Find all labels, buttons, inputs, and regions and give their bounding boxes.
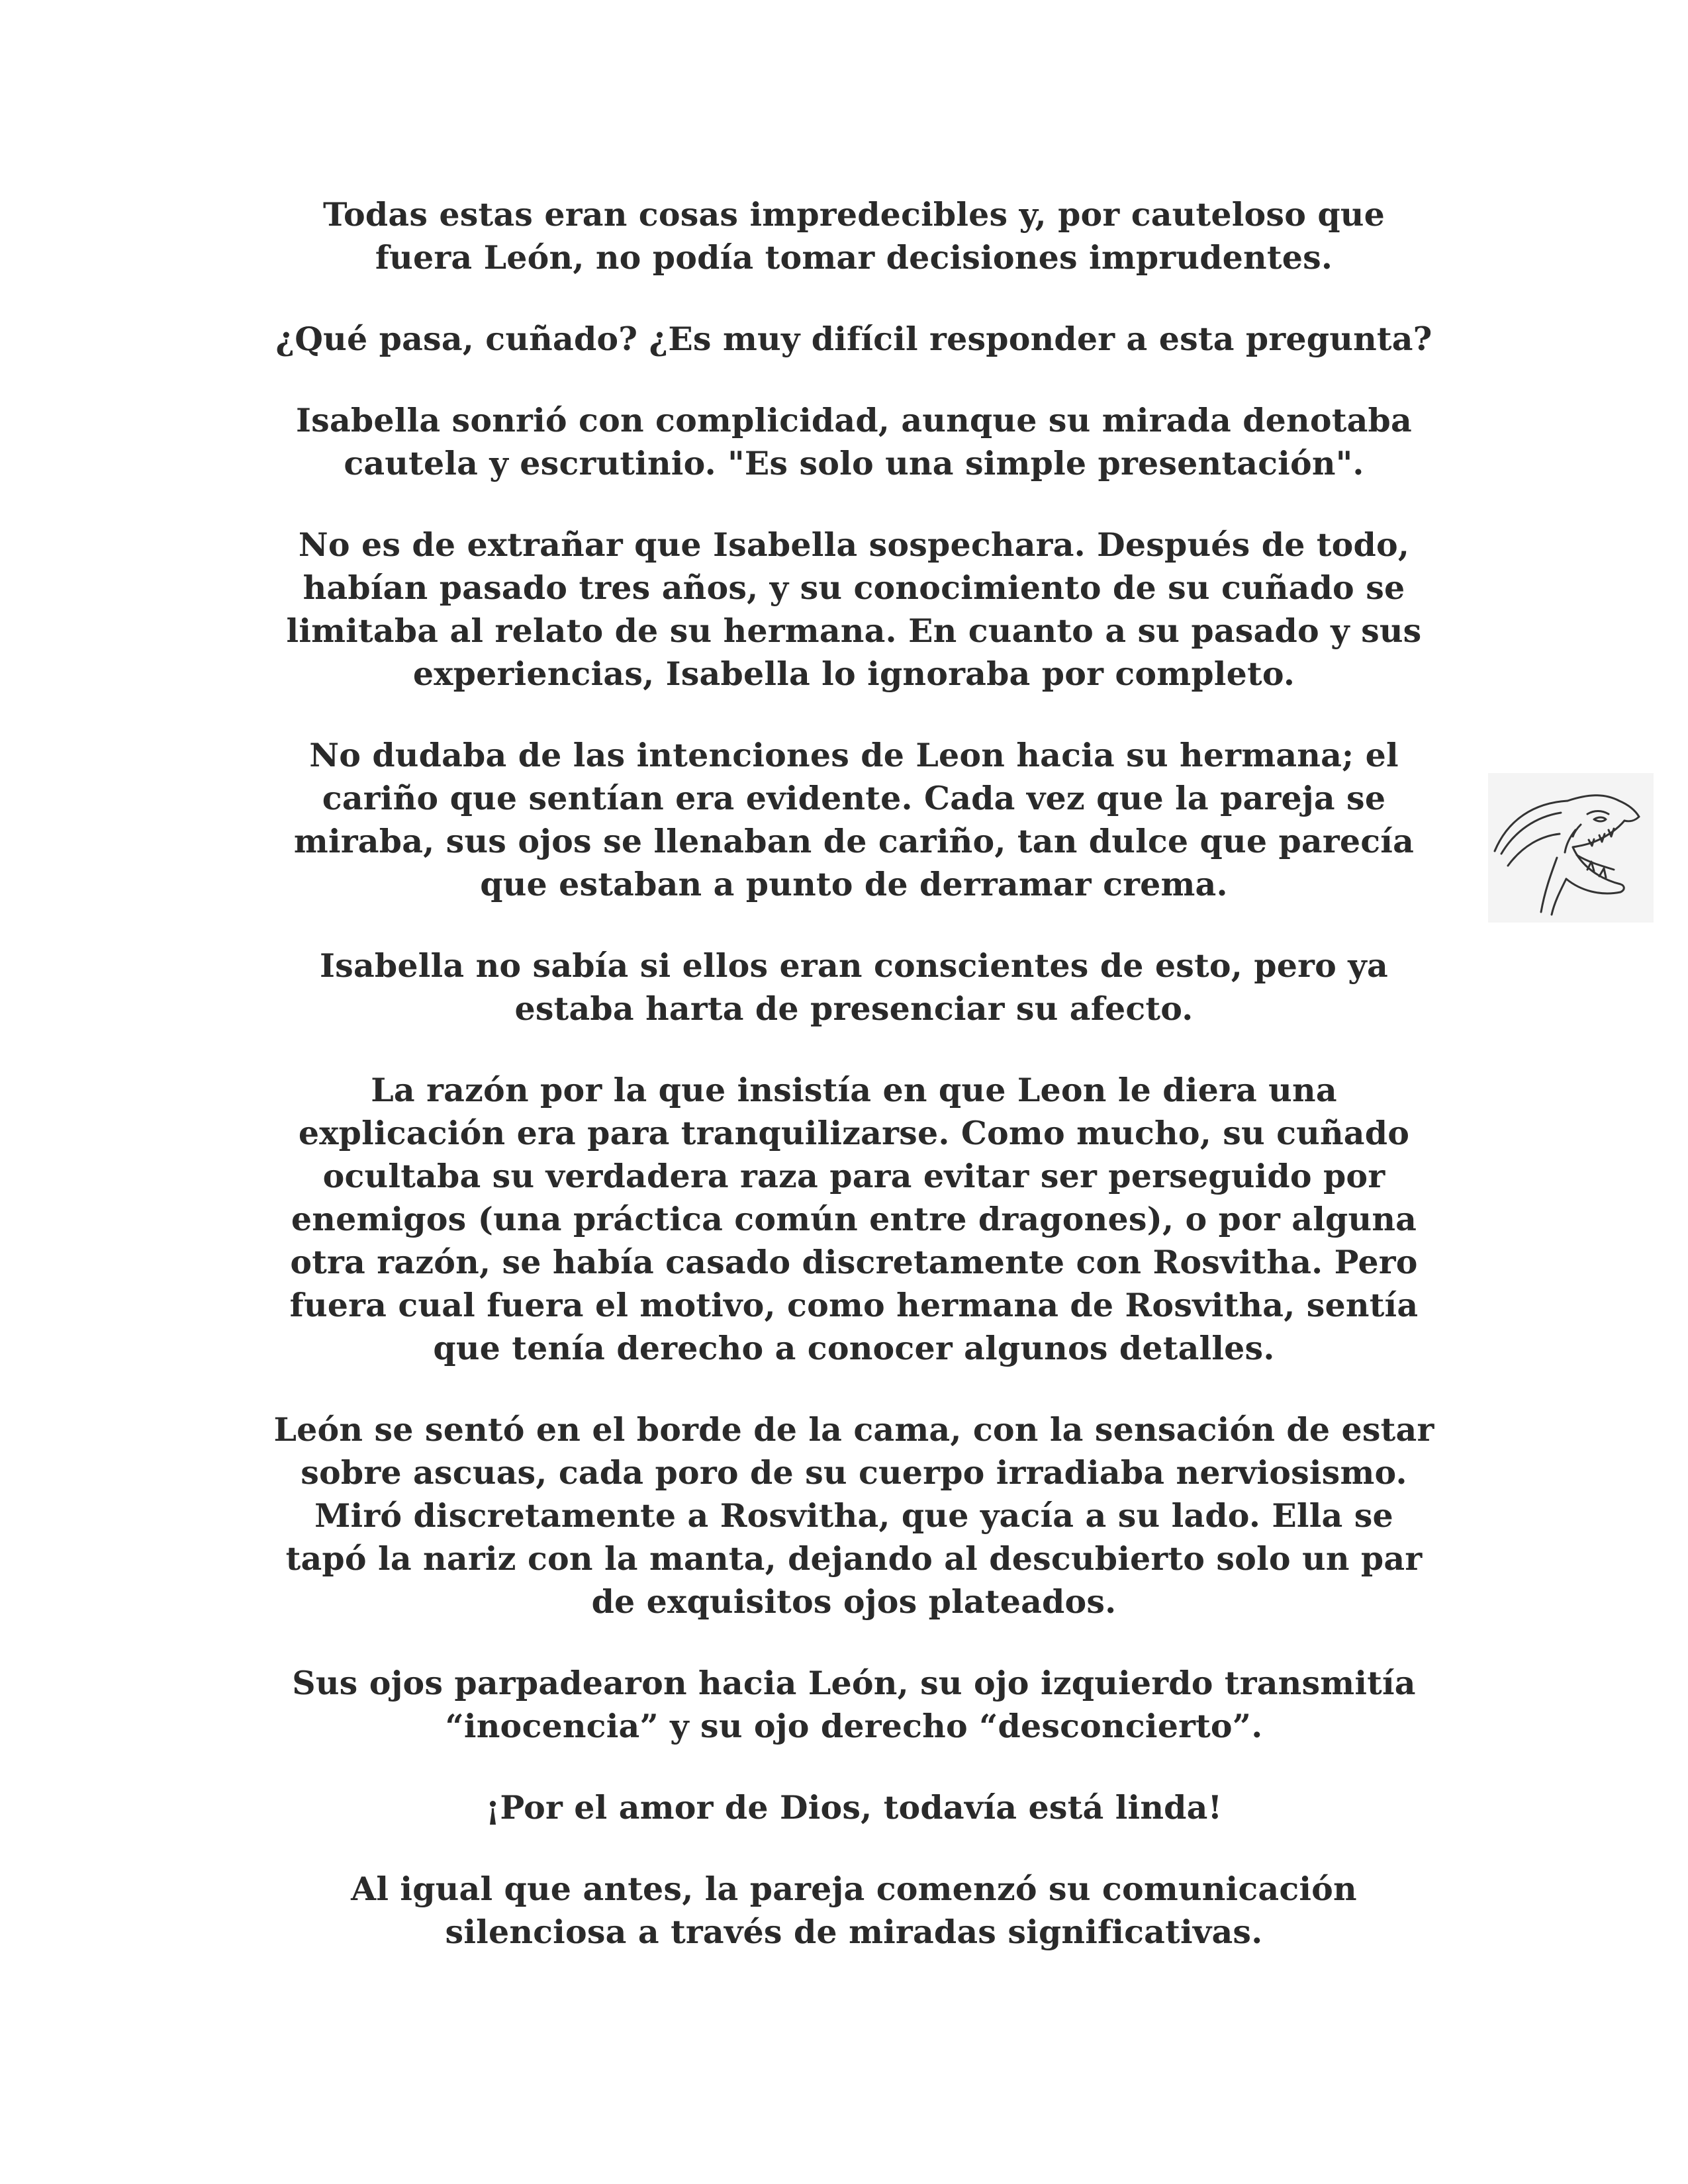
text-line: enemigos (una práctica común entre dragones), o por alguna (291, 1200, 1417, 1238)
text-line: La razón por la que insistía en que Leon le diera una (371, 1071, 1337, 1109)
text-line: León se sentó en el borde de la cama, con la sensación de estar (273, 1410, 1434, 1449)
dragon-head-sketch-icon (1488, 773, 1654, 923)
story-text (218, 193, 1489, 1992)
text-line: Todas estas eran cosas impredecibles y, por cauteloso que (322, 195, 1385, 234)
text-line: fuera cual fuera el motivo, como hermana de Rosvitha, sentía (289, 1286, 1419, 1324)
text-line: Isabella no sabía si ellos eran conscientes de esto, pero ya (320, 946, 1388, 985)
text-line: miraba, sus ojos se llenaban de cariño, tan dulce que parecía (293, 822, 1415, 860)
text-line: fuera León, no podía tomar decisiones imprudentes. (375, 238, 1333, 277)
text-line: limitaba al relato de su hermana. En cuanto a su pasado y sus (286, 612, 1422, 650)
text-line: experiencias, Isabella lo ignoraba por completo. (412, 655, 1295, 693)
paragraph (218, 944, 1489, 1030)
text-line: Isabella sonrió con complicidad, aunque su mirada denotaba (296, 401, 1412, 439)
paragraph (218, 1069, 1489, 1370)
text-line: que estaban a punto de derramar crema. (480, 865, 1228, 903)
paragraph (218, 1868, 1489, 1954)
text-line: cariño que sentían era evidente. Cada vez que la pareja se (322, 779, 1386, 817)
text-line: cautela y escrutinio. "Es solo una simple presentación". (344, 444, 1364, 482)
paragraph (218, 193, 1489, 279)
text-line: Al igual que antes, la pareja comenzó su comunicación (351, 1870, 1357, 1908)
paragraph (218, 1662, 1489, 1748)
text-line: “inocencia” y su ojo derecho “desconcierto”. (445, 1707, 1263, 1745)
text-line: tapó la nariz con la manta, dejando al descubierto solo un par (285, 1539, 1423, 1578)
paragraph (218, 1408, 1489, 1623)
paragraph (218, 318, 1489, 361)
paragraph (218, 734, 1489, 906)
text-line: de exquisitos ojos plateados. (591, 1582, 1117, 1621)
paragraph (218, 523, 1489, 696)
text-line: explicación era para tranquilizarse. Como mucho, su cuñado (298, 1114, 1410, 1152)
text-line: silenciosa a través de miradas significativas. (445, 1913, 1263, 1951)
text-line: No dudaba de las intenciones de Leon hacia su hermana; el (309, 736, 1399, 774)
text-line: estaba harta de presenciar su afecto. (514, 989, 1194, 1028)
text-line: otra razón, se había casado discretamente con Rosvitha. Pero (290, 1243, 1418, 1281)
text-line: Sus ojos parpadearon hacia León, su ojo izquierdo transmitía (292, 1664, 1416, 1702)
text-line: ocultaba su verdadera raza para evitar ser perseguido por (322, 1157, 1385, 1195)
text-line: Miró discretamente a Rosvitha, que yacía a su lado. Ella se (314, 1496, 1393, 1535)
paragraph (218, 399, 1489, 485)
text-line: habían pasado tres años, y su conocimiento de su cuñado se (303, 569, 1405, 607)
text-line: sobre ascuas, cada poro de su cuerpo irradiaba nerviosismo. (301, 1453, 1407, 1492)
text-line: que tenía derecho a conocer algunos detalles. (433, 1329, 1275, 1367)
text-line: ¿Qué pasa, cuñado? ¿Es muy difícil responder a esta pregunta? (275, 320, 1432, 358)
paragraph (218, 1786, 1489, 1829)
text-line: No es de extrañar que Isabella sospechara. Después de todo, (298, 525, 1410, 564)
text-line: ¡Por el amor de Dios, todavía está linda! (485, 1788, 1223, 1827)
